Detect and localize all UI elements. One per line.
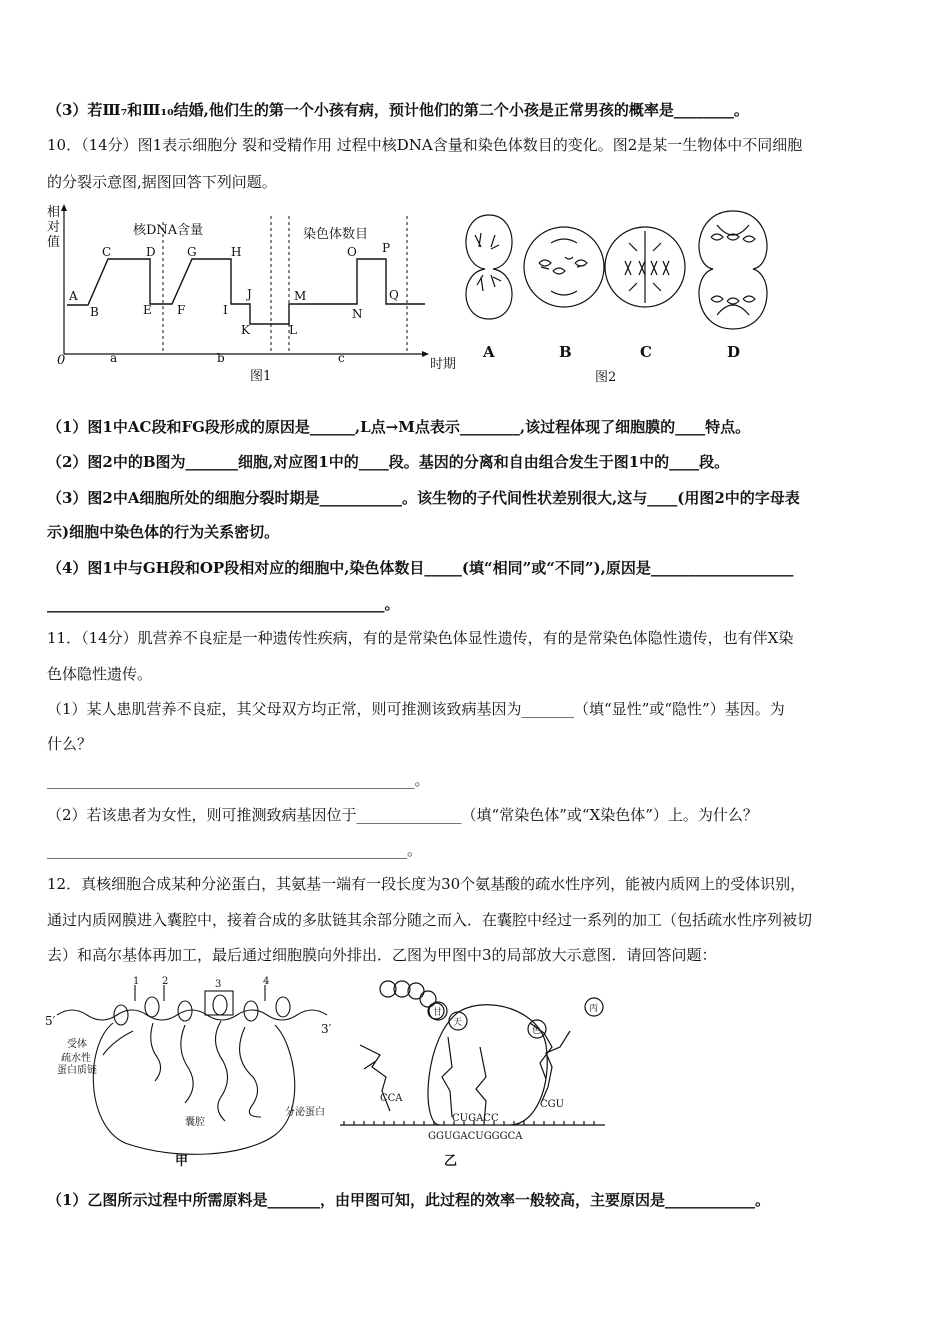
fig-yi-anticodon-2: CUGACC <box>452 1113 499 1124</box>
q10-q1: （1）图1中AC段和FG段形成的原因是______,L点→M点表示________,该过程体现了细胞膜的____特点。 <box>47 418 751 436</box>
fig1-point-I: I <box>223 303 228 317</box>
fig-jia-3prime: 3′ <box>321 1022 332 1036</box>
q10-q4-line2: _____________________________________________。 <box>47 595 400 613</box>
fig1-dna-label: 核DNA含量 <box>133 223 204 238</box>
fig1-stage-c: c <box>338 351 345 365</box>
fig1-point-J: J <box>247 287 252 301</box>
fig-jia-num-4: 4 <box>263 976 270 987</box>
fig1-point-C: C <box>102 245 112 259</box>
fig-jia-caption: 甲 <box>175 1154 189 1169</box>
q10-q4-line1: （4）图1中与GH段和OP段相对应的细胞中,染色体数目_____(填“相同”或“不同”),原因是___________________ <box>47 559 794 577</box>
fig2-label-B: B <box>559 343 572 361</box>
figure-1-dna-chromosome-graph <box>45 202 465 387</box>
fig-yi-aa-tian: 天 <box>453 1018 463 1028</box>
fig-yi-anticodon-3: CGU <box>540 1099 565 1110</box>
fig-jia-cavity: 囊腔 <box>185 1117 205 1128</box>
fig1-ylabel-2: 对 <box>47 220 61 235</box>
figure-yi-trna-translation <box>340 975 605 1170</box>
q11-q2-line1: （2）若该患者为女性，则可推测致病基因位于______________（填“常染色体”或“X染色体”）上。为什么？ <box>47 806 758 824</box>
q9-part3: （3）若Ⅲ₇和Ⅲ₁₀结婚,他们生的第一个小孩有病，预计他们的第二个小孩是正常男孩的概率是________。 <box>47 101 749 119</box>
q10-q3-line1: （3）图2中A细胞所处的细胞分裂时期是___________。该生物的子代间性状差别很大,这与____(用图2中的字母表 <box>47 489 800 507</box>
fig1-point-D: D <box>146 245 156 259</box>
fig1-point-A: A <box>69 289 78 303</box>
fig-yi-aa-gan: 甘 <box>433 1008 443 1018</box>
fig1-xlabel: 时期 <box>430 357 457 372</box>
q12-q1: （1）乙图所示过程中所需原料是_______，由甲图可知，此过程的效率一般较高，主要原因是____________。 <box>47 1191 770 1209</box>
fig1-point-H: H <box>231 245 242 259</box>
fig1-ylabel-3: 值 <box>47 235 61 250</box>
fig-jia-num-2: 2 <box>162 976 169 987</box>
fig-jia-hydro2: 蛋白质链 <box>57 1065 97 1076</box>
fig2-label-A: A <box>483 343 495 361</box>
q11-q1-line3: _________________________________________________。 <box>47 771 430 789</box>
figure-jia-er-translation <box>45 975 345 1170</box>
fig-jia-secretory: 分泌蛋白 <box>285 1107 325 1118</box>
fig1-point-P: P <box>382 241 391 255</box>
q11-header-line1: 11．（14分）肌营养不良症是一种遗传性疾病，有的是常染色体显性遗传，有的是常染色体隐性遗传，也有伴X染 <box>47 629 794 647</box>
fig-jia-receptor: 受体 <box>67 1039 87 1050</box>
fig1-point-G: G <box>187 245 197 259</box>
fig-yi-aa-bing: 丙 <box>589 1004 599 1014</box>
fig-jia-num-1: 1 <box>133 976 140 987</box>
fig2-caption: 图2 <box>595 370 617 385</box>
fig-jia-num-3: 3 <box>215 979 222 990</box>
fig1-ylabel-1: 相 <box>47 205 61 220</box>
fig-yi-mrna: GGUGACUGGGCA <box>428 1131 523 1142</box>
q11-q1-line1: （1）某人患肌营养不良症，其父母双方均正常，则可推测该致病基因为_______（填“显性”或“隐性”）基因。为 <box>47 700 785 718</box>
q11-q1-line2: 什么？ <box>47 735 93 753</box>
q12-line3: 去）和高尔基体再加工，最后通过细胞膜向外排出．乙图为甲图中3的局部放大示意图．请回答问题： <box>47 946 717 964</box>
fig1-point-E: E <box>143 303 152 317</box>
figure-2-cell-division <box>455 205 785 390</box>
q12-line1: 12．真核细胞合成某种分泌蛋白，其氨基一端有一段长度为30个氨基酸的疏水性序列，能被内质网上的受体识别， <box>47 875 806 893</box>
fig1-point-L: L <box>289 323 297 337</box>
fig1-point-F: F <box>177 303 186 317</box>
fig-jia-hydro1: 疏水性 <box>61 1053 91 1064</box>
fig1-point-O: O <box>347 245 357 259</box>
fig1-origin: 0 <box>57 353 66 368</box>
fig2-label-C: C <box>640 343 652 361</box>
q10-q2: （2）图2中的B图为_______细胞,对应图1中的____段。基因的分离和自由组合发生于图1中的____段。 <box>47 453 730 471</box>
fig-yi-caption: 乙 <box>444 1154 458 1169</box>
q11-q2-line2: ________________________________________________。 <box>47 841 423 859</box>
fig1-caption: 图1 <box>250 369 272 384</box>
fig-yi-anticodon-1: CCA <box>380 1093 403 1104</box>
fig1-stage-b: b <box>217 351 225 365</box>
fig-yi-aa-se: 色 <box>532 1026 542 1036</box>
fig1-point-B: B <box>90 305 99 319</box>
fig1-chrom-label: 染色体数目 <box>303 227 369 242</box>
q10-header-line2: 的分裂示意图,据图回答下列问题。 <box>47 173 277 191</box>
q12-line2: 通过内质网膜进入囊腔中，接着合成的多肽链其余部分随之而入．在囊腔中经过一系列的加工（包括疏水性序列被切 <box>47 911 813 929</box>
fig2-label-D: D <box>727 343 741 361</box>
q11-header-line2: 色体隐性遗传。 <box>47 665 153 683</box>
fig1-point-M: M <box>294 289 307 303</box>
fig1-point-K: K <box>241 323 250 337</box>
fig1-stage-a: a <box>110 351 118 365</box>
fig1-point-N: N <box>352 307 363 321</box>
fig-jia-5prime: 5′ <box>45 1014 56 1028</box>
fig1-point-Q: Q <box>389 288 399 302</box>
q10-q3-line2: 示)细胞中染色体的行为关系密切。 <box>47 523 280 541</box>
q10-header-line1: 10．（14分）图1表示细胞分 裂和受精作用 过程中核DNA含量和染色体数目的变化。图2是某一生物体中不同细胞 <box>47 136 803 154</box>
